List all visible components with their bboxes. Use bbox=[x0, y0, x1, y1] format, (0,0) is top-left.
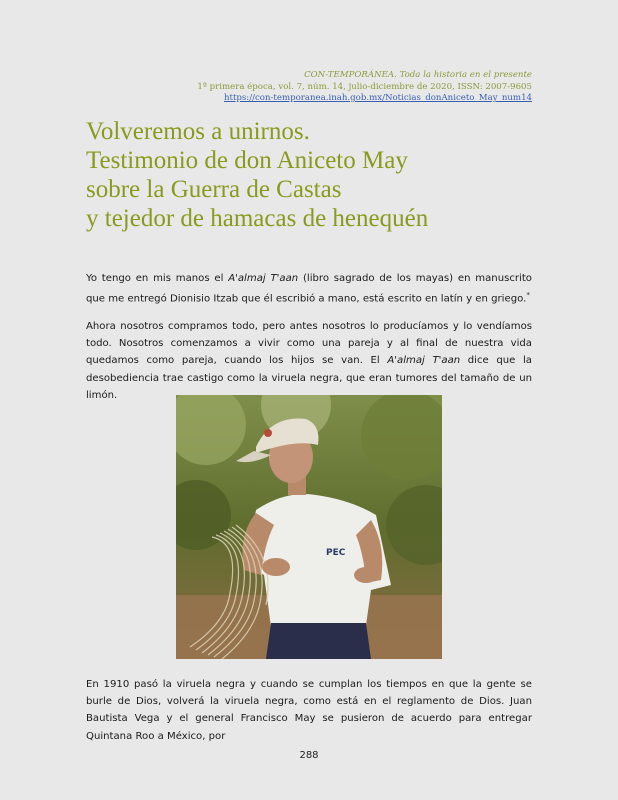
paragraph-1-text-end: (libro sagrado de los mayas) en manuscrito que me entregó Dionisio Itzab que él escribió a mano, está escrito en latín y en griego. bbox=[86, 273, 532, 305]
book-title-italic: A'almaj T'aan bbox=[387, 355, 461, 367]
paragraph-1-text: Yo tengo en mis manos el bbox=[86, 273, 229, 284]
title-line-2: Testimonio de don Aniceto May bbox=[86, 147, 408, 174]
journal-header bbox=[197, 70, 532, 105]
article-url-link[interactable]: https://con-temporanea.inah.gob.mx/Noticias_donAniceto_May_num14 bbox=[223, 93, 532, 103]
paragraph-2 bbox=[86, 318, 532, 404]
issue-info: 1ª primera época, vol. 7, núm. 14, julio-diciembre de 2020, ISSN: 2007-9605 bbox=[197, 81, 532, 92]
title-line-3: sobre la Guerra de Castas bbox=[86, 176, 342, 203]
page-number: 288 bbox=[299, 750, 319, 761]
footnote-marker[interactable]: * bbox=[526, 291, 530, 300]
journal-name: CON-TEMPORÁNEA. Toda la historia en el presente bbox=[304, 70, 532, 80]
paragraph-1 bbox=[86, 270, 532, 308]
title-line-4: y tejedor de hamacas de henequén bbox=[86, 205, 429, 232]
paragraph-2-text: Ahora nosotros compramos todo, pero antes nosotros lo producíamos y lo vendíamos todo. Nosotros comenzamos a vivir como una pareja y al final de nuestra vida quedamos como pareja, cuando los hijos se van. El bbox=[86, 321, 532, 367]
shirt-logo: PEC bbox=[326, 548, 346, 558]
book-title-italic: A'almaj T'aan bbox=[228, 273, 299, 284]
paragraph-2-text-end: dice que la desobediencia trae castigo como la viruela negra, que eran tumores del tamaño de un limón. bbox=[86, 355, 532, 401]
title-line-1: Volveremos a unirnos. bbox=[86, 118, 310, 145]
paragraph-3: En 1910 pasó la viruela negra y cuando se cumplan los tiempos en que la gente se burle de Dios, volverá la viruela negra, como está en el reglamento de Dios. Juan Bautista Vega y el general Francisco May se pusieron de acuerdo para entregar Quintana Roo a México, por bbox=[86, 679, 532, 742]
photo-weaver bbox=[176, 395, 442, 659]
article-title bbox=[86, 117, 556, 233]
